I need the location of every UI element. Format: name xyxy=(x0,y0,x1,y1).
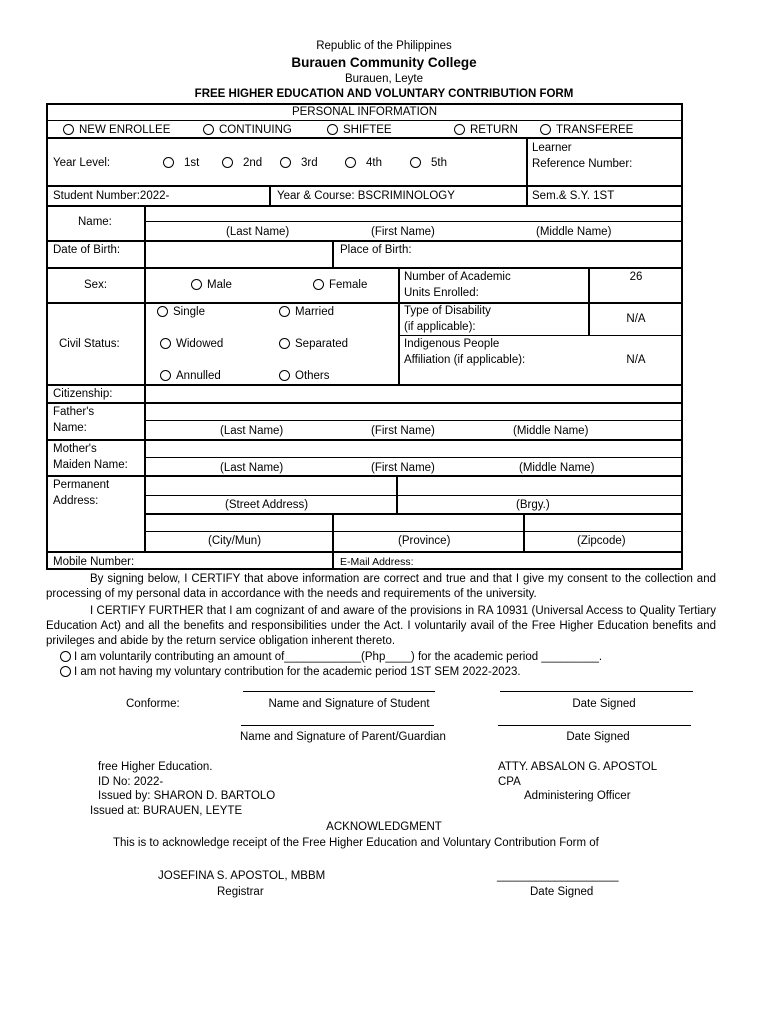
col-line xyxy=(332,513,334,553)
row-line xyxy=(46,475,683,477)
brgy-hint: (Brgy.) xyxy=(516,499,550,511)
city-hint: (City/Mun) xyxy=(208,535,262,547)
father-last-name-hint: (Last Name) xyxy=(220,425,284,437)
acknowledgment-date-line: ___________________ xyxy=(497,870,619,882)
row-line xyxy=(144,420,683,421)
college-location: Burauen, Leyte xyxy=(344,73,423,85)
officer-cpa: CPA xyxy=(498,776,521,788)
col-line xyxy=(332,240,334,269)
date-signed-label-1: Date Signed xyxy=(572,698,636,710)
disability-value: N/A xyxy=(626,313,646,325)
registrar-name: JOSEFINA S. APOSTOL, MBBM xyxy=(158,870,326,882)
radio-widowed[interactable]: Widowed xyxy=(160,337,223,351)
address-label-line1: Permanent xyxy=(53,479,110,491)
row-line xyxy=(144,495,683,496)
col-line xyxy=(396,475,398,515)
row-line xyxy=(398,335,683,336)
row-line xyxy=(46,205,683,207)
radio-circle-icon[interactable] xyxy=(279,370,290,381)
form-table-border xyxy=(46,103,683,570)
radio-circle-icon[interactable] xyxy=(160,370,171,381)
first-name-hint: (First Name) xyxy=(371,226,435,238)
radio-circle-icon[interactable] xyxy=(60,666,71,677)
ip-value: N/A xyxy=(626,354,646,366)
radio-year-5th[interactable]: 5th xyxy=(410,156,447,170)
sex-label: Sex: xyxy=(84,279,108,291)
radio-year-4th[interactable]: 4th xyxy=(345,156,382,170)
radio-circle-icon[interactable] xyxy=(191,279,202,290)
units-value: 26 xyxy=(629,271,643,283)
radio-contribute-amount[interactable]: I am voluntarily contributing an amount of____________(Php____) for the academic period _________. xyxy=(60,650,602,664)
row-line xyxy=(144,457,683,458)
radio-circle-icon[interactable] xyxy=(313,279,324,290)
ip-label-line1: Indigenous People xyxy=(404,338,500,350)
issuance-id-no: ID No: 2022- xyxy=(98,776,164,788)
section-title: PERSONAL INFORMATION xyxy=(291,106,438,118)
republic-heading: Republic of the Philippines xyxy=(316,40,452,52)
radio-circle-icon[interactable] xyxy=(345,157,356,168)
parent-signature-line xyxy=(241,725,434,726)
parent-signature-label: Name and Signature of Parent/Guardian xyxy=(240,731,446,743)
row-line xyxy=(144,513,683,515)
row-line xyxy=(144,221,683,222)
mother-label-line1: Mother's xyxy=(53,443,97,455)
radio-circle-icon[interactable] xyxy=(279,306,290,317)
mobile-number-label: Mobile Number: xyxy=(53,556,135,568)
radio-annulled[interactable]: Annulled xyxy=(160,369,221,383)
acknowledgment-title: ACKNOWLEDGMENT xyxy=(326,821,442,833)
radio-shiftee[interactable]: SHIFTEE xyxy=(327,123,392,137)
last-name-hint: (Last Name) xyxy=(226,226,290,238)
date-signed-label-2: Date Signed xyxy=(566,731,630,743)
province-hint: (Province) xyxy=(398,535,451,547)
email-label: E-Mail Address: xyxy=(340,556,414,568)
col-line xyxy=(269,185,271,207)
consent-paragraph: By signing below, I CERTIFY that above information are correct and true and that I give my consent to the collection and processing of my personal data in accordance with the needs and requirements of the university. xyxy=(46,573,716,600)
certify-further-paragraph: I CERTIFY FURTHER that I am cognizant of and aware of the provisions in RA 10931 (Universal Access to Quality Tertiary Education Act) and all the benefits and responsibilities under the Act. I voluntarily avail of the Free Higher Education benefits and privileges and abide by the return service obligation inherent thereto. xyxy=(46,605,716,647)
row-line xyxy=(46,384,683,386)
radio-year-1st[interactable]: 1st xyxy=(163,156,199,170)
radio-transferee[interactable]: TRANSFEREE xyxy=(540,123,633,137)
acknowledgment-text: This is to acknowledge receipt of the Free Higher Education and Voluntary Contribution Form of xyxy=(113,837,599,849)
father-first-name-hint: (First Name) xyxy=(371,425,435,437)
student-signature-line xyxy=(243,691,435,692)
radio-single[interactable]: Single xyxy=(157,305,205,319)
radio-circle-icon[interactable] xyxy=(160,338,171,349)
mother-middle-name-hint: (Middle Name) xyxy=(519,462,595,474)
student-signature-label: Name and Signature of Student xyxy=(268,698,430,710)
row-line xyxy=(46,185,683,187)
registrar-title: Registrar xyxy=(217,886,264,898)
units-label-line1: Number of Academic xyxy=(404,271,511,283)
radio-no-contribution[interactable]: I am not having my voluntary contribution for the academic period 1ST SEM 2022-2023. xyxy=(60,665,521,679)
radio-circle-icon[interactable] xyxy=(327,124,338,135)
acknowledgment-date-signed: Date Signed xyxy=(530,886,594,898)
radio-circle-icon[interactable] xyxy=(222,157,233,168)
zipcode-hint: (Zipcode) xyxy=(577,535,626,547)
radio-circle-icon[interactable] xyxy=(540,124,551,135)
radio-circle-icon[interactable] xyxy=(203,124,214,135)
radio-circle-icon[interactable] xyxy=(454,124,465,135)
radio-others[interactable]: Others xyxy=(279,369,330,383)
pob-label: Place of Birth: xyxy=(340,244,412,256)
radio-circle-icon[interactable] xyxy=(157,306,168,317)
citizenship-label: Citizenship: xyxy=(53,388,113,400)
date-signed-line xyxy=(498,725,691,726)
middle-name-hint: (Middle Name) xyxy=(536,226,612,238)
college-name: Burauen Community College xyxy=(291,55,477,70)
radio-year-2nd[interactable]: 2nd xyxy=(222,156,262,170)
ip-label-line2: Affiliation (if applicable): xyxy=(404,354,526,366)
issuance-line1: free Higher Education. xyxy=(98,761,213,773)
year-course-field[interactable]: Year & Course: BSCRIMINOLOGY xyxy=(277,190,455,202)
issuance-issued-by: Issued by: SHARON D. BARTOLO xyxy=(98,790,276,802)
radio-male[interactable]: Male xyxy=(191,278,232,292)
form-title: FREE HIGHER EDUCATION AND VOLUNTARY CONTRIBUTION FORM xyxy=(194,88,574,100)
col-line xyxy=(523,513,525,553)
col-line xyxy=(332,551,334,570)
civil-status-label: Civil Status: xyxy=(59,338,120,350)
radio-circle-icon[interactable] xyxy=(163,157,174,168)
mother-first-name-hint: (First Name) xyxy=(371,462,435,474)
street-hint: (Street Address) xyxy=(225,499,309,511)
radio-circle-icon[interactable] xyxy=(280,157,291,168)
disability-label-line2: (if applicable): xyxy=(404,321,476,333)
row-line xyxy=(144,531,683,532)
father-label-line2: Name: xyxy=(53,422,87,434)
row-line xyxy=(46,137,683,139)
disability-label-line1: Type of Disability xyxy=(404,305,491,317)
name-label: Name: xyxy=(78,216,112,228)
radio-female[interactable]: Female xyxy=(313,278,367,292)
units-label-line2: Units Enrolled: xyxy=(404,287,479,299)
col-line xyxy=(526,137,528,207)
radio-circle-icon[interactable] xyxy=(410,157,421,168)
lrn-label-line2: Reference Number: xyxy=(532,158,633,170)
radio-circle-icon[interactable] xyxy=(63,124,74,135)
lrn-label-line1: Learner xyxy=(532,142,572,154)
year-level-label: Year Level: xyxy=(53,157,111,169)
radio-continuing[interactable]: CONTINUING xyxy=(203,123,292,137)
col-line xyxy=(398,267,400,386)
row-line xyxy=(46,402,683,404)
officer-title: Administering Officer xyxy=(524,790,631,802)
mother-last-name-hint: (Last Name) xyxy=(220,462,284,474)
date-signed-line xyxy=(500,691,693,692)
radio-return[interactable]: RETURN xyxy=(454,123,518,137)
col-line xyxy=(144,205,146,553)
father-label-line1: Father's xyxy=(53,406,95,418)
radio-separated[interactable]: Separated xyxy=(279,337,348,351)
radio-circle-icon[interactable] xyxy=(60,651,71,662)
address-label-line2: Address: xyxy=(53,495,99,507)
radio-circle-icon[interactable] xyxy=(279,338,290,349)
row-line xyxy=(46,439,683,441)
issuance-issued-at: Issued at: BURAUEN, LEYTE xyxy=(90,805,243,817)
radio-new-enrollee[interactable]: NEW ENROLLEE xyxy=(63,123,170,137)
radio-year-3rd[interactable]: 3rd xyxy=(280,156,318,170)
father-middle-name-hint: (Middle Name) xyxy=(513,425,589,437)
row-line xyxy=(46,240,683,242)
officer-name: ATTY. ABSALON G. APOSTOL xyxy=(498,761,658,773)
conforme-label: Conforme: xyxy=(126,698,180,710)
row-line xyxy=(46,120,683,121)
mother-label-line2: Maiden Name: xyxy=(53,459,128,471)
dob-label: Date of Birth: xyxy=(53,244,121,256)
student-number-field[interactable]: Student Number:2022- xyxy=(53,190,170,202)
row-line xyxy=(46,551,683,553)
sem-sy-field[interactable]: Sem.& S.Y. 1ST xyxy=(532,190,615,202)
radio-married[interactable]: Married xyxy=(279,305,334,319)
